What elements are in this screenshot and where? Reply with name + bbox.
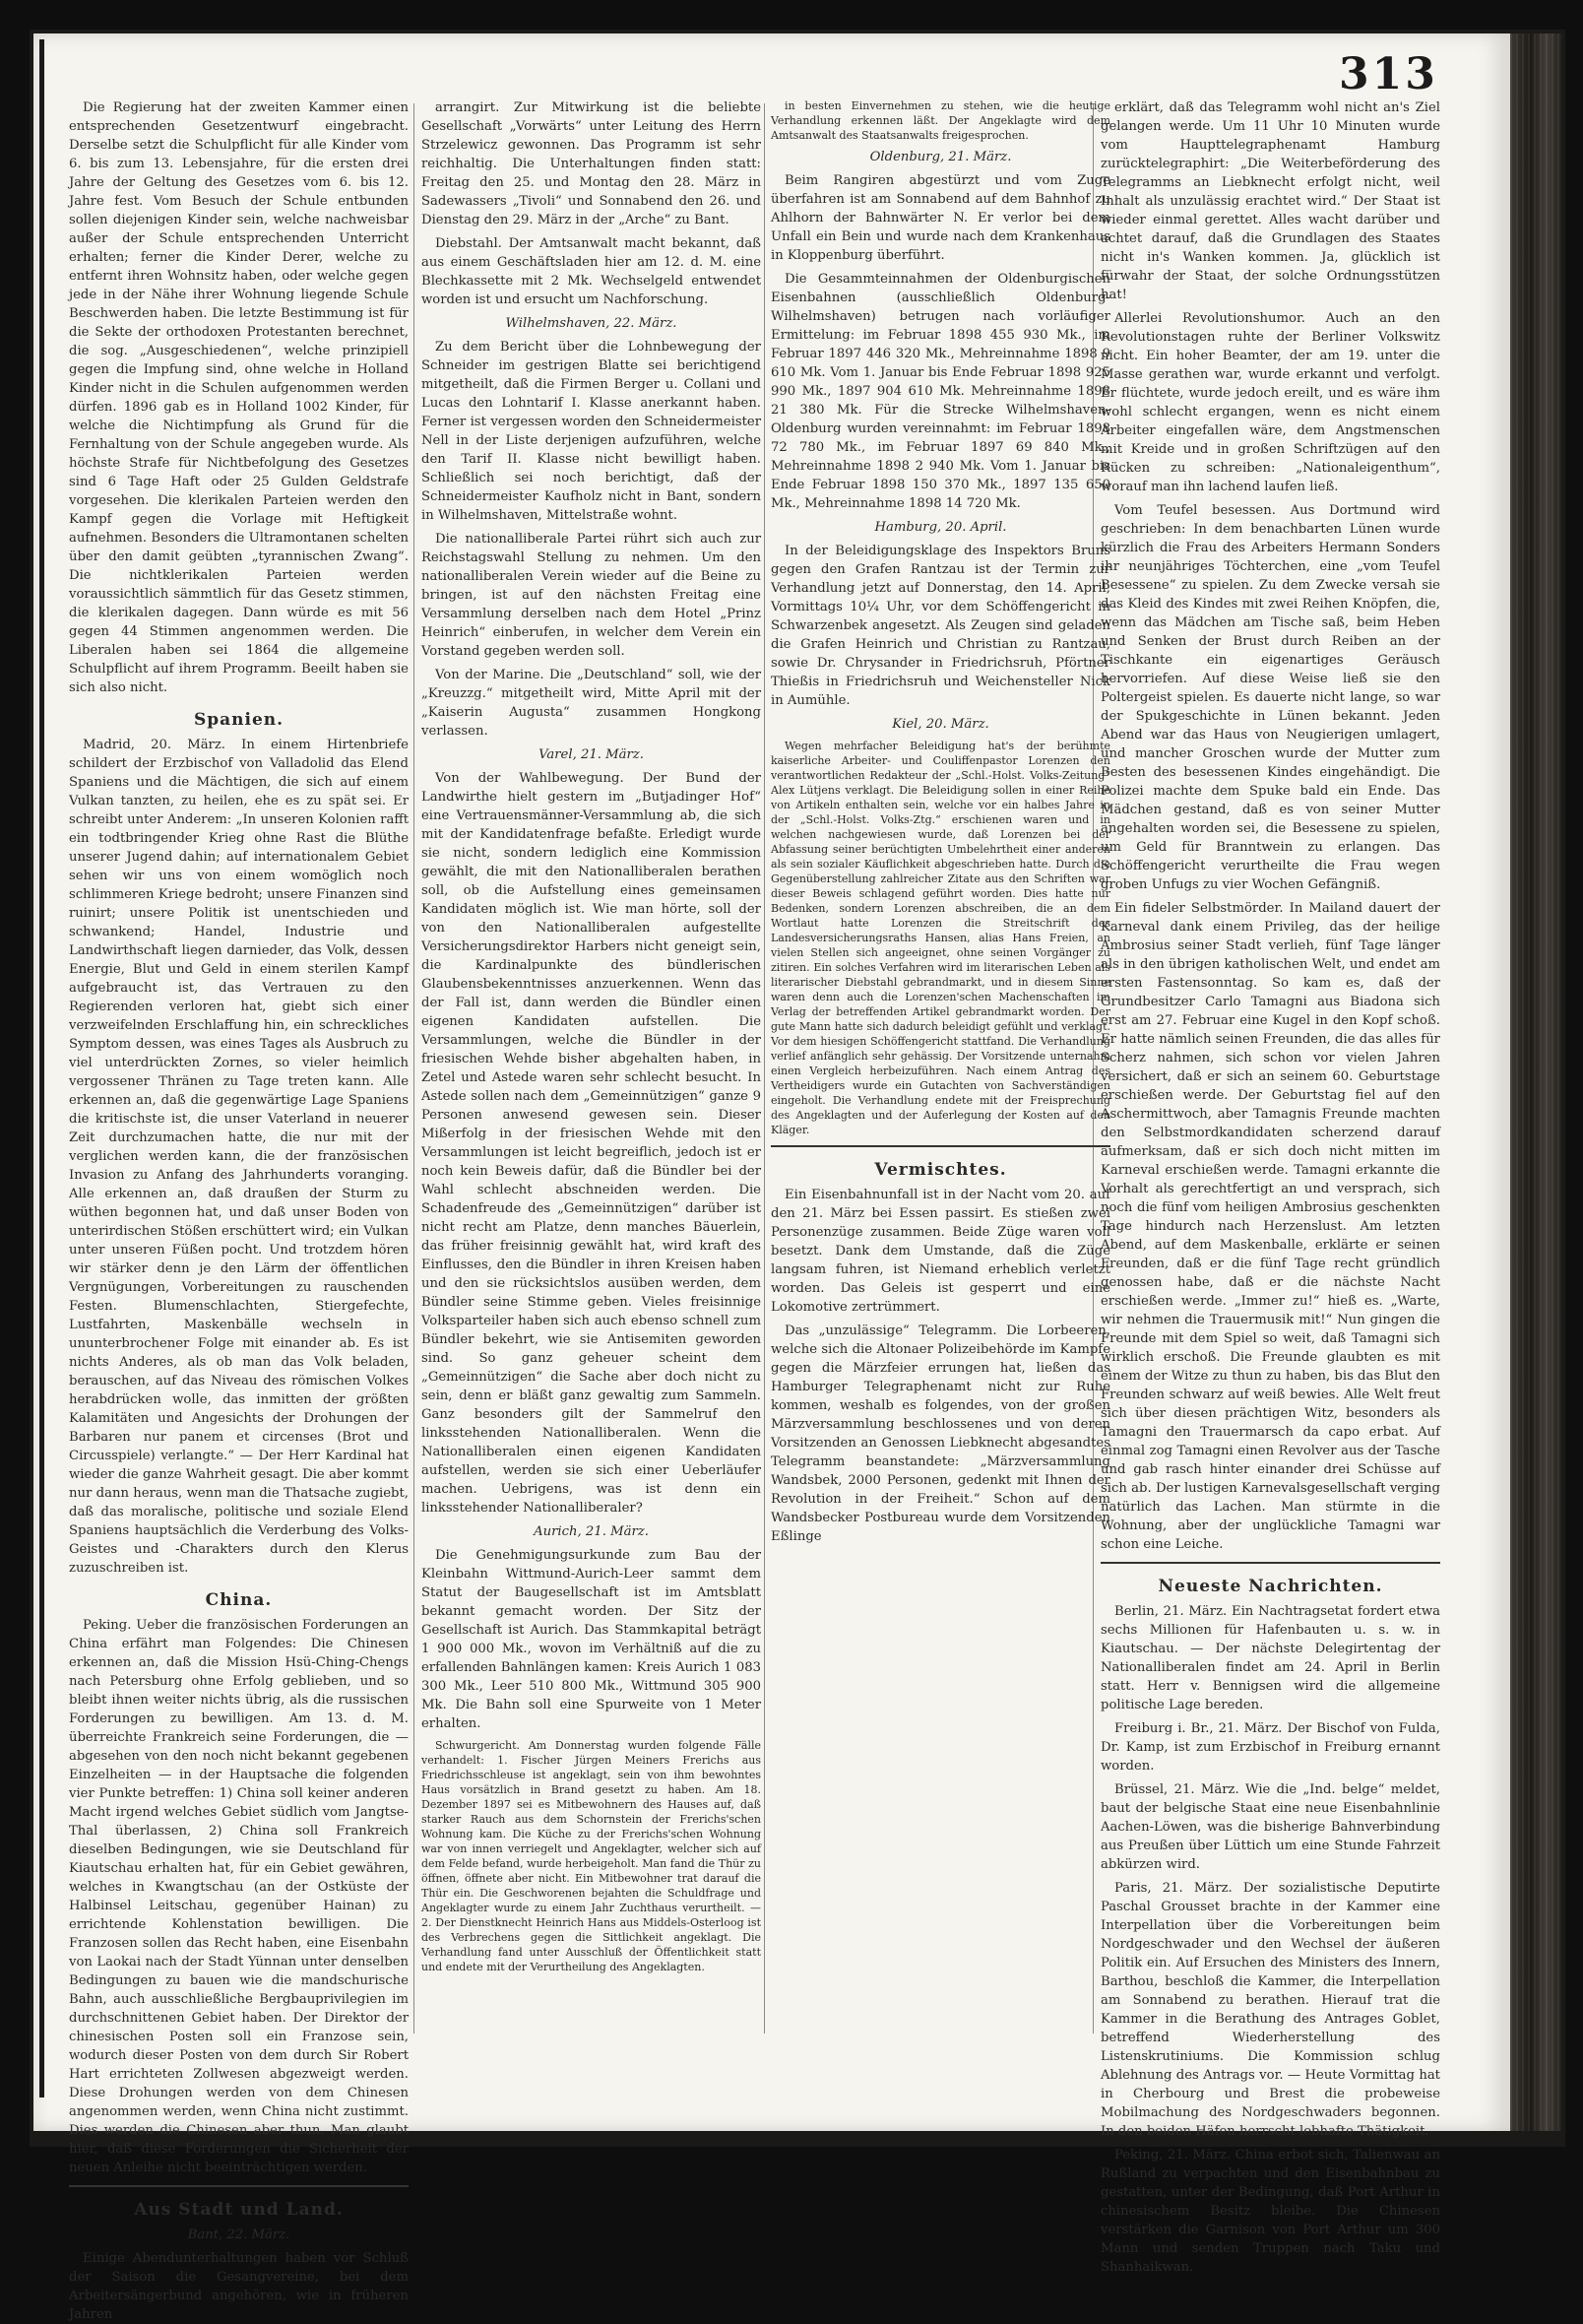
column-1 <box>69 98 409 2322</box>
article-text: Freiburg i. Br., 21. März. Der Bischof von Fulda, Dr. Kamp, ist zum Erzbischof in Freiburg ernannt worden. <box>1101 1721 1440 1774</box>
column-4 <box>1101 98 1440 2275</box>
article-text: Paris, 21. März. Der sozialistische Deputirte Paschal Grousset brachte in der Kammer eine Interpellation über die Vorbereitungen beim Nordgeschwader und den Wechsel der äußeren Politik ein. Auf Ersuchen des Ministers des Innern, Barthou, beschloß die Kammer, die Interpellation am Sonnabend zu berathen. Hierauf trat die Kammer in die Berathung des Antrages Goblet, betreffend Wiederherstellung des Listenskrutiniums. Die Kommission schlug Ablehnung des Antrags vor. — Heute Vormittag hat in Cherbourg und Brest die probeweise Mobilmachung des Nordgeschwaders begonnen. In den beiden Häfen herrscht lebhafte Thätigkeit. <box>1101 1881 1440 2139</box>
article-text: Vom Teufel besessen. Aus Dortmund wird geschrieben: In dem benachbarten Lünen wurde kürzlich die Frau des Arbeiters Hermann Sonders ihr neunjähriges Töchterchen, eine „vom Teufel Besessene“ zu spielen. Zu dem Zwecke versah sie das Kleid des Kindes mit zwei Reihen Knöpfen, die, wenn das Mädchen am Tische saß, beim Heben und Senken der Brust durch Reiben an der Tischkante ein eigenartiges Geräusch hervorriefen. Auf diese Weise ließ sie den Poltergeist spielen. Es dauerte nicht lange, so war der Spukgeschichte in Lünen bekannt. Jeden Abend war das Haus von Neugierigen umlagert, und mancher Groschen wurde der Mutter zum Besten des besessenen Kindes eingehändigt. Die Polizei machte dem Spuke bald ein Ende. Das Mädchen gestand, daß es von seiner Mutter angehalten worden sei, die Besessene zu spielen, um Geld für Branntwein zu erlangen. Das Schöffengericht verurtheilte die Frau wegen groben Unfugs zu vier Wochen Gefängniß. <box>1101 503 1440 892</box>
section-heading: Vermischtes. <box>874 1160 1007 1180</box>
article-text-small: Wegen mehrfacher Beleidigung hat's der berühmte kaiserliche Arbeiter- und Couliffenpastor Lorenzen den verantwortlichen Redakteur der „Schl.-Holst. Volks-Zeitung“ Alex Lütjens verklagt. Die Beleidigung sollen in einer Reihe von Artikeln enthalten sein, welche vor ein halbes Jahre in der „Schl.-Holst. Volks-Ztg.“ erschienen waren und in welchen nachgewiesen wurde, daß Lorenzen bei der Abfassung seiner berüchtigten Umbelehrtheit einer anderen als sein sozialer Käuflichkeit abgeschrieben hatte. Durch die Gegenüberstellung zahlreicher Zitate aus den Schriften war dieser Beweis schlagend geführt worden. Dies hatte nur Bedenken, sondern Lorenzen abschreiben, die an dem Wortlaut hatte Lorenzen die Streitschrift des Landesversicherungsraths Hansen, alias Hans Freien, an vielen Stellen sich angeeignet, ohne seinen Vorgänger zu zitiren. Ein solches Verfahren wird im literarischen Leben als literarischer Diebstahl gebrandmarkt, und in diesem Sinne waren denn auch die Lorenzen'schen Machenschaften im Verlag der betreffenden Artikel gebrandmarkt worden. Der gute Mann hatte sich dadurch beleidigt gefühlt und verklagt. Vor dem hiesigen Schöffengericht stattfand. Die Verhandlung verlief anfänglich sehr gehässig. Der Vorsitzende unternahm einen Vergleich herbeizuführen. Nach einem Antrag des Vertheidigers wurde ein Gutachten von Sachverständigen eingeholt. Die Verhandlung endete mit der Freisprechung des Angeklagten und der Auferlegung der Kosten auf den Kläger. <box>771 740 1110 1136</box>
article-text: Von der Wahlbewegung. Der Bund der Landwirthe hielt gestern im „Butjadinger Hof“ eine Vertrauensmänner-Versammlung ab, die sich mit der Kandidatenfrage befaßte. Erledigt wurde sie nicht, sondern lediglich eine Kommission gewählt, die mit den Nationalliberalen berathen soll, ob die Aufstellung eines gemeinsamen Kandidaten möglich ist. Wie man hörte, soll der von den Nationalliberalen aufgestellte Versicherungsdirektor Harbers nicht geneigt sein, die Kardinalpunkte des bündlerischen Glaubensbekenntnisses anzuerkennen. Wenn das der Fall ist, dann werden die Bündler einen eigenen Kandidaten aufstellen. Die Versammlungen, welche die Bündler in der friesischen Wehde bisher abgehalten haben, in Zetel und Astede waren sehr schlecht besucht. In Astede sollen nach dem „Gemeinnützigen“ ganze 9 Personen anwesend gewesen sein. Dieser Mißerfolg in der friesischen Wehde mit den Versammlungen ist leicht begreiflich, jedoch ist er noch kein Beweis dafür, daß die Bündler bei der Wahl schlecht abschneiden werden. Die Schadenfreude des „Gemeinnützigen“ darüber ist nicht recht am Platze, denn manches Bäuerlein, das früher freisinnig gewählt hat, wird kraft des Einflusses, den die Bündler in ihren Kreisen haben und den sie rücksichtslos ausüben werden, dem Bündler seine Stimme geben. Vieles freisinnige Volksparteiler haben sich auch ebenso schnell zum Bündler bekehrt, wie sie Antisemiten geworden sind. So ganz geheuer scheint dem „Gemeinnützigen“ die Sache aber doch nicht zu sein, denn er bläßt ganz gewaltig zum Sammeln. Ganz besonders gilt der Sammelruf den linksstehenden Nationalliberalen. Wenn die Nationalliberalen einen eigenen Kandidaten aufstellen, werden sie sich einer Ueberläufer machen. Uebrigens, was ist denn ein linksstehender Nationalliberaler? <box>421 771 761 1516</box>
article-text: Beim Rangiren abgestürzt und vom Zuge überfahren ist am Sonnabend auf dem Bahnhof zu Ahlhorn der Bahnwärter N. Er verlor bei dem Unfall ein Bein und wurde nach dem Krankenhaus in Kloppenburg überführt. <box>771 173 1110 263</box>
column-rule <box>764 103 765 2034</box>
article-text: Brüssel, 21. März. Wie die „Ind. belge“ meldet, baut der belgische Staat eine neue Eisenbahnlinie Aachen-Löwen, was die bisherige Bahnverbindung aus Preußen über Lüttich um eine Stunde Fahrzeit abkürzen wird. <box>1101 1782 1440 1872</box>
article-text: Zu dem Bericht über die Lohnbewegung der Schneider im gestrigen Blatte sei berichtigend mitgetheilt, daß die Firmen Berger u. Collani und Lucas den Lohntarif I. Klasse anerkannt haben. Ferner ist vergessen worden den Schneidermeister Nell in der Liste derjenigen aufzuführen, welche den Tarif II. Klasse nicht bewilligt haben. Schließlich sei noch berichtigt, daß der Schneidermeister Kaufholz nicht in Bant, sondern in Wilhelmshaven, Mittelstraße wohnt. <box>421 340 761 523</box>
column-2 <box>421 98 761 2048</box>
article-text: Berlin, 21. März. Ein Nachtragsetat fordert etwa sechs Millionen für Hafenbauten u. s. w. in Kiautschau. — Der nächste Delegirtentag der Nationalliberalen findet am 24. April in Berlin statt. Herr v. Bennigsen wird die allgemeine politische Lage bereden. <box>1101 1604 1440 1712</box>
article-text: arrangirt. Zur Mitwirkung ist die beliebte Gesellschaft „Vorwärts“ unter Leitung des Herrn Strzelewicz gewonnen. Das Programm ist sehr reichhaltig. Die Unterhaltungen finden statt: Freitag den 25. und Montag den 28. März in Sadewassers „Tivoli“ und Sonnabend den 26. und Dienstag den 29. März in der „Arche“ zu Bant. <box>421 100 761 227</box>
dateline: Hamburg, 20. April. <box>874 520 1007 535</box>
article-text: Die Regierung hat der zweiten Kammer einen entsprechenden Gesetzentwurf eingebracht. Derselbe setzt die Schulpflicht für alle Kinder vom 6. bis zum 13. Lebensjahre, für die ersten drei Jahre der Geltung des Gesetzes vom 6. bis 12. Jahre fest. Vom Besuch der Schule entbunden sollen diejenigen Kinder sein, welche nachweisbar außer der Schule entsprechenden Unterricht erhalten; ferner die Kinder Derer, welche zu entfernt ihren Wohnsitz haben, oder welche gegen jede in der Nähe ihrer Wohnung liegende Schule Beschwerden haben. Die letzte Bestimmung ist für die Sekte der orthodoxen Protestanten berechnet, die sog. „Ausgeschiedenen“, welche prinzipiell gegen die Impfung sind, ohne welche in Holland Kinder nicht in die Schulen aufgenommen werden dürfen. 1896 gab es in Holland 1002 Kinder, für welche die Nichtimpfung als Grund für die Fernhaltung von der Schule angegeben wurde. Als höchste Strafe für Nichtbefolgung des Gesetzes sind 6 Tage Haft oder 25 Gulden Geldstrafe vorgesehen. Die klerikalen Parteien werden den Kampf gegen die Vorlage mit Heftigkeit aufnehmen. Besonders die Ultramontanen schelten über den damit geübten „tyrannischen Zwang“. Die nichtklerikalen Parteien werden voraussichtlich sämmtlich für das Gesetz stimmen, die klerikalen dagegen. Dann würde es mit 56 gegen 44 Stimmen angenommen werden. Die Liberalen haben sei 1864 die allgemeine Schulpflicht auf ihrem Programm. Beeilt haben sie sich also nicht. <box>69 100 409 695</box>
article-text: erklärt, daß das Telegramm wohl nicht an's Ziel gelangen werde. Um 11 Uhr 10 Minuten wurde vom Haupttelegraphenamt Hamburg zurücktelegraphirt: „Die Weiterbeförderung des Telegramms an Liebknecht erfolgt nicht, weil Inhalt als unzulässig erachtet wird.“ Der Staat ist wieder einmal gerettet. Alles wacht darüber und achtet darauf, daß die Grundlagen des Staates nicht in's Wanken kommen. Ja, glücklich ist fürwahr der Staat, der solche Ordnungsstützen hat! <box>1101 100 1440 302</box>
dateline: Varel, 21. März. <box>538 747 644 762</box>
article-text: Die Genehmigungsurkunde zum Bau der Kleinbahn Wittmund-Aurich-Leer sammt dem Statut der Baugesellschaft ist im Amtsblatt bekannt gemacht worden. Der Sitz der Gesellschaft ist Aurich. Das Stammkapital beträgt 1 900 000 Mk., wovon im Verhältniß auf die zu erfallenden Bahnlängen kamen: Kreis Aurich 1 083 300 Mk., Leer 510 800 Mk., Wittmund 305 900 Mk. Die Bahn soll eine Spurweite von 1 Meter erhalten. <box>421 1548 761 1731</box>
dateline: Wilhelmshaven, 22. März. <box>505 316 677 331</box>
column-rule <box>413 103 414 2034</box>
book-spine <box>1510 33 1561 2131</box>
article-text: Von der Marine. Die „Deutschland“ soll, wie der „Kreuzzg.“ mitgetheilt wird, Mitte April mit der „Kaiserin Augusta“ zusammen Hongkong verlassen. <box>421 668 761 739</box>
article-text: Die nationalliberale Partei rührt sich auch zur Reichstagswahl Stellung zu nehmen. Um den nationalliberalen Verein wieder auf die Beine zu bringen, ist auf den nächsten Freitag eine Versammlung derselben nach dem Hotel „Prinz Heinrich“ einberufen, in welcher dem Verein ein Vorstand gegeben werden soll. <box>421 532 761 659</box>
article-text-small: Schwurgericht. Am Donnerstag wurden folgende Fälle verhandelt: 1. Fischer Jürgen Meiners Frerichs aus Friedrichsschleuse ist angeklagt, sein von ihm bewohntes Haus vorsätzlich in Brand gesetzt zu haben. Am 18. Dezember 1897 sei es Mitbewohnern des Hauses auf, daß starker Rauch aus dem Schornstein der Frerichs'schen Wohnung kam. Die Küche zu der Frerichs'schen Wohnung war von innen verriegelt und Angeklagter, welcher sich auf dem Felde befand, wurde herbeigeholt. Man fand die Thür zu öffnen, öffnete aber nicht. Ein Mitbewohner trat darauf die Thür ein. Die Geschworenen bejahten die Schuldfrage und Angeklagter wurde zu einem Jahr Zuchthaus verurtheilt. — 2. Der Dienstknecht Heinrich Hans aus Middels-Osterloog ist des Verbrechens gegen die Sittlichkeit angeklagt. Die Verhandlung fand unter Ausschluß der Öffentlichkeit statt und endete mit der Verurtheilung des Angeklagten. <box>421 1739 761 1973</box>
section-heading: Aus Stadt und Land. <box>134 2200 344 2220</box>
article-text: In der Beleidigungsklage des Inspektors Bruns gegen den Grafen Rantzau ist der Termin zur Verhandlung jetzt auf Donnerstag, den 14. April, Vormittags 10¼ Uhr, vor dem Schöffengericht in Schwarzenbek angesetzt. Als Zeugen sind geladen die Grafen Heinrich und Christian zu Rantzau, sowie Dr. Chrysander in Friedrichsruh, Pförtner Thießis in Friedrichsruh und Weichensteller Nick in Aumühle. <box>771 544 1110 708</box>
left-margin-rule <box>39 39 44 2098</box>
section-heading: Neueste Nachrichten. <box>1158 1577 1383 1596</box>
section-heading: China. <box>205 1590 273 1610</box>
section-divider <box>1101 1562 1440 1564</box>
article-text: Peking. Ueber die französischen Forderungen an China erfährt man Folgendes: Die Chinesen erkennen an, daß die Mission Hsü-Ching-Chengs nach Petersburg ohne Erfolg geblieben, und so bleibt ihnen weiter nichts übrig, als die russischen Forderungen zu bewilligen. Am 13. d. M. überreichte Frankreich seine Forderungen, die — abgesehen von den noch nicht bekannt gegebenen Einzelheiten — in der Hauptsache die folgenden vier Punkte betreffen: 1) China soll keiner anderen Macht irgend welches Gebiet südlich vom Jangtse-Thal überlassen, 2) China soll Frankreich dieselben Bedingungen, wie sie Deutschland für Kiautschau erhalten hat, für ein Gebiet gewähren, welches in Kwangtschau (an der Ostküste der Halbinsel Leitschau, gegenüber Hainan) zu errichtende Kohlenstation bewilligen. Die Franzosen sollen das Recht haben, eine Eisenbahn von Laokai nach der Stadt Yünnan unter denselben Bedingungen zu bauen wie die mandschurische Bahn, auch ausschließliche Bergbauprivilegien im durchschnittenen Gebiet haben. Der Direktor der chinesischen Posten soll ein Franzose sein, wodurch dieser Posten von dem durch Sir Robert Hart errichteten Zollwesen abgezweigt werden. Diese Drohungen werden von dem Chinesen angenommen werden, wenn China nicht zustimmt. Dies werden die Chinesen aber thun. Man glaubt hier, daß diese Forderungen die Sicherheit der neuen Anleihe nicht beeinträchtigen werden. <box>69 1618 409 2175</box>
article-text: Ein Eisenbahnunfall ist in der Nacht vom 20. auf den 21. März bei Essen passirt. Es stießen zwei Personenzüge zusammen. Beide Züge waren voll besetzt. Dank dem Umstande, daß die Züge langsam fuhren, ist Niemand erheblich verletzt worden. Das Geleis ist gesperrt und eine Lokomotive zertrümmert. <box>771 1188 1110 1315</box>
dateline: Aurich, 21. März. <box>534 1524 649 1539</box>
section-heading: Spanien. <box>193 710 285 730</box>
article-text: Einige Abendunterhaltungen haben vor Schluß der Saison die Gesangvereine, bei dem Arbeitersängerbund angehören, wie in früheren Jahren <box>69 2251 409 2322</box>
section-divider <box>69 2185 409 2187</box>
column-3 <box>771 98 1110 2048</box>
dateline: Bant, 22. März. <box>187 2227 290 2242</box>
article-text: Diebstahl. Der Amtsanwalt macht bekannt, daß aus einem Geschäftsladen hier am 12. d. M. eine Blechkassette mit 2 Mk. Wechselgeld entwendet worden ist und ersucht um Nachforschung. <box>421 236 761 307</box>
dateline: Oldenburg, 21. März. <box>869 150 1012 164</box>
article-text: Allerlei Revolutionshumor. Auch an den Revolutionstagen ruhte der Berliner Volkswitz nicht. Ein hoher Beamter, der am 19. unter die Masse gerathen war, wurde erkannt und verfolgt. Er flüchtete, wurde jedoch ereilt, und es wäre ihm wohl schlecht ergangen, wenn es nicht einem Arbeiter eingefallen wäre, dem Angstmenschen mit Kreide und in großen Schriftzügen auf den Rücken zu schreiben: „Nationaleigenthum“, worauf man ihn lachend laufen ließ. <box>1101 311 1440 494</box>
article-text-small: in besten Einvernehmen zu stehen, wie die heutige Verhandlung erkennen läßt. Der Angeklagte wird dem Amtsanwalt des Staatsanwalts freigesprochen. <box>771 99 1110 142</box>
article-text: Madrid, 20. März. In einem Hirtenbriefe schildert der Erzbischof von Valladolid das Elend Spaniens und die Mächtigen, die sich auf einem Vulkan tanzten, zu heilen, ehe es zu spät sei. Er schreibt unter Anderem: „In unseren Kolonien rafft ein todtbringender Krieg ohne Rast die Blüthe unserer Jugend dahin; auf internationalem Gebiet sehen wir uns von einem womöglich noch schlimmeren Kriege bedroht; unsere Finanzen sind ruinirt; unsere Politik ist unentschieden und schwankend; Handel, Industrie und Landwirthschaft liegen darnieder, das Volk, dessen Energie, Blut und Geld in einem sterilen Kampf aufgebraucht ist, das Vertrauen zu den Regierenden verloren hat, giebt sich einer verzweifelnden Erschlaffung hin, ein schreckliches Symptom dessen, was eines Tages als Ausbruch zu viel unterdrückten Zornes, so vieler heimlich vergossener Thränen zu Tage treten kann. Alle erkennen an, daß die gegenwärtige Lage Spaniens die kritischste ist, die unser Vaterland in neuerer Zeit durchzumachen hatte, die nur mit der verglichen werden kann, die der französischen Invasion zu Anfang des Jahrhunderts voranging. Alle erkennen an, daß draußen der Sturm zu wüthen begonnen hat, und daß unser Boden von unterirdischen Stößen erschüttert wird; ein Vulkan unter unseren Füßen pocht. Und trotzdem hören wir stärker denn je den Lärm der öffentlichen Vergnügungen, Vorbereitungen zu rauschenden Festen. Blumenschlachten, Stiergefechte, Lustfahrten, Maskenbälle wechseln in ununterbrochener Folge mit einander ab. Es ist nichts Anderes, als ob man das Volk beladen, berauschen, auf das Niveau des römischen Volkes herabdrücken wolle, das inmitten der größten Kalamitäten und Angesichts der Drohungen der Barbaren nur panem et circenses (Brot und Circusspiele) verlangte.“ — Der Herr Kardinal hat wieder die ganze Wahrheit gesagt. Die aber kommt nur dann heraus, wenn man die Thatsache zugiebt, daß das moralische, politische und soziale Elend Spaniens hauptsächlich die Verderbung des Volks-Geistes und -Charakters durch den Klerus zuzuschreiben ist. <box>69 738 409 1576</box>
dateline: Kiel, 20. März. <box>892 717 989 732</box>
article-text: Peking, 21. März. China erbot sich, Talienwau an Rußland zu verpachten und den Eisenbahnbau zu gestatten, unter der Bedingung, daß Port Arthur in chinesischem Besitz bleibe. Die Chinesen verstärken die Garnison von Port Arthur um 300 Mann und senden Truppen nach Taku und Shanhaikwan. <box>1101 2148 1440 2275</box>
section-divider <box>771 1145 1110 1147</box>
article-text: Ein fideler Selbstmörder. In Mailand dauert der Karneval dank einem Privileg, das der heilige Ambrosius seiner Stadt verlieh, fünf Tage länger als in den übrigen katholischen Welt, und endet am ersten Fastensonntag. So kam es, daß der Grundbesitzer Carlo Tamagni aus Biadona sich erst am 27. Februar eine Kugel in den Kopf schoß. Er hatte nämlich seinen Freunden, die das alles für Scherz nahmen, sich schon vor vielen Jahren versichert, daß er sich an seinem 60. Geburtstage erschießen werde. Der Geburtstag fiel auf den Aschermittwoch, aber Tamagnis Freunde machten den Selbstmordkandidaten scherzend darauf aufmerksam, daß er sich doch nicht mitten im Karneval erschießen werde. Tamagni erkannte die Vorhalt als gerechtfertigt an und versprach, sich noch die fünf vom heiligen Ambrosius geschenkten Tage hindurch nach Herzenslust. Am letzten Abend, auf dem Maskenballe, erklärte er seinen Freunden, daß er die fünf Tage recht gründlich genossen habe, daß er die nächste Nacht erschießen werde. „Immer zu!“ hieß es. „Warte, wir nehmen die Trauermusik mit!“ Nun gingen die Freunde mit dem Spiel so weit, daß Tamagni sich wirklich erschoß. Die Freunde glaubten es mit einem der Witze zu thun zu haben, bis das Blut den Freunden schwarz auf weiß bewies. Alle Welt freut sich über diesen prächtigen Witz, besonders als Tamagni den Trauermarsch da capo erbat. Auf einmal zog Tamagni einen Revolver aus der Tasche und gab rasch hinter einander drei Schüsse auf sich ab. Der lustigen Karnevalsgesellschaft verging natürlich das Lachen. Man stürmte in die Wohnung, aber der unglückliche Tamagni war schon eine Leiche. <box>1101 901 1440 1552</box>
page-number: 313 <box>1339 49 1438 99</box>
article-text: Die Gesammteinnahmen der Oldenburgischen Eisenbahnen (ausschließlich Oldenburg-Wilhelmshaven) betrugen nach vorläufiger Ermittelung: im Februar 1898 455 930 Mk., im Februar 1897 446 320 Mk., Mehreinnahme 1898 9 610 Mk. Vom 1. Januar bis Ende Februar 1898 925 990 Mk., 1897 904 610 Mk. Mehreinnahme 1898 21 380 Mk. Für die Strecke Wilhelmshaven-Oldenburg wurden vereinnahmt: im Februar 1898 72 780 Mk., im Februar 1897 69 840 Mk., Mehreinnahme 1898 2 940 Mk. Vom 1. Januar bis Ende Februar 1898 150 370 Mk., 1897 135 650 Mk., Mehreinnahme 1898 14 720 Mk. <box>771 272 1110 511</box>
article-text: Das „unzulässige“ Telegramm. Die Lorbeeren, welche sich die Altonaer Polizeibehörde im Kampfe gegen die Märzfeier errungen hat, ließen das Hamburger Telegraphenamt nicht zur Ruhe kommen, weshalb es folgendes, von der großen Märzversammlung beschlossenes und von deren Vorsitzenden an Genossen Liebknecht abgesandtes Telegramm beanstandete: „Märzversammlung Wandsbek, 2000 Personen, gedenkt mit Ihnen der Revolution in der Freiheit.“ Schon auf dem Wandsbecker Postbureau wurde dem Vorsitzenden Eßlinge <box>771 1323 1110 1544</box>
